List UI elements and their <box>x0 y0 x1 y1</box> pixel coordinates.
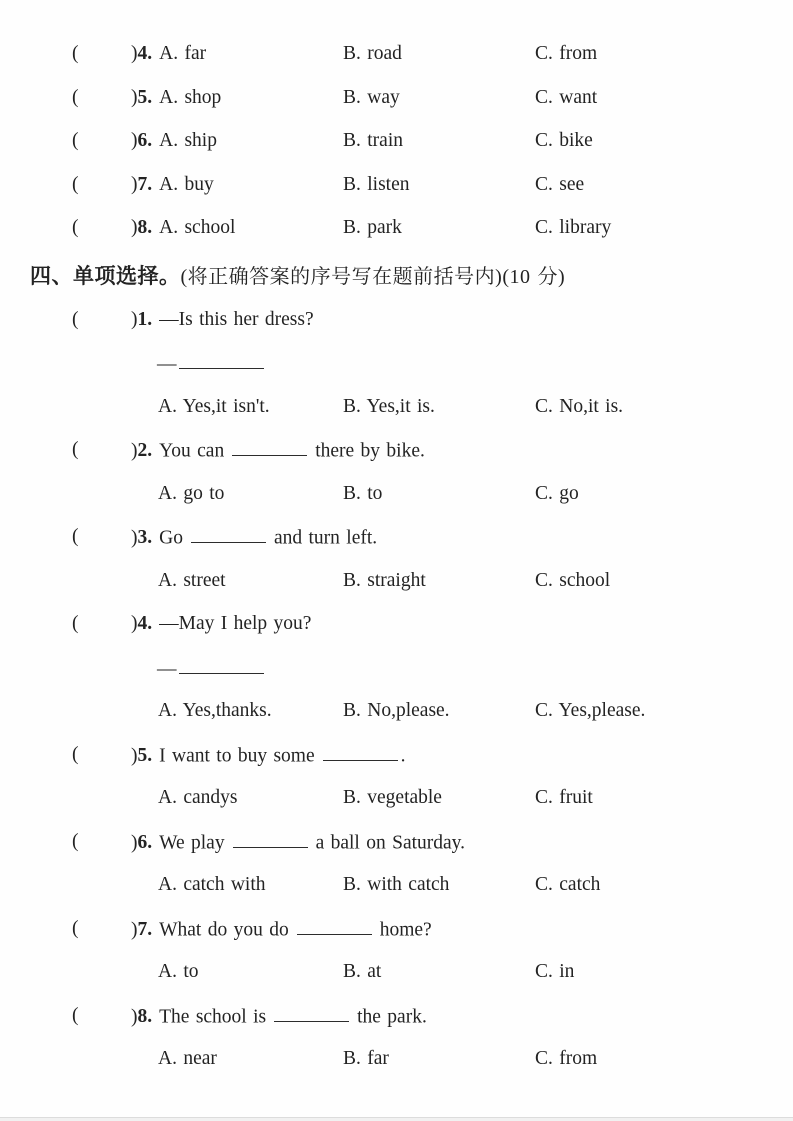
option-a: A. shop <box>159 86 222 108</box>
answer-bracket-close: ) <box>131 308 138 330</box>
option-b: B. listen <box>343 173 410 195</box>
answer-bracket-close: ) <box>131 440 138 462</box>
option-a: A. far <box>159 43 207 64</box>
answer-bracket-close: ) <box>131 527 138 549</box>
option-a: A. school <box>159 217 236 238</box>
answer-bracket-close: ) <box>131 918 138 940</box>
answer-bracket-open: ( <box>72 743 79 765</box>
answer-bracket-open: ( <box>72 830 79 852</box>
question-number: 8. <box>137 217 153 238</box>
option-a: A. Yes,thanks. <box>158 700 272 721</box>
option-c: C. from <box>535 1048 598 1069</box>
answer-blank <box>232 436 307 456</box>
question-stem: Go <box>159 527 183 549</box>
answer-blank <box>274 1002 349 1022</box>
word-choice-item <box>131 214 235 242</box>
option-a: A. near <box>158 1048 217 1069</box>
question-1-options <box>0 393 793 437</box>
question-number: 6. <box>137 130 153 151</box>
question-stem: What do you do <box>159 918 289 940</box>
option-b: B. road <box>343 43 402 64</box>
option-c: C. in <box>535 961 575 982</box>
page-scan-bottom-edge <box>0 1117 793 1121</box>
question-number: 7. <box>137 918 153 940</box>
option-c: C. library <box>535 217 612 238</box>
question-3-stem <box>0 523 793 567</box>
answer-bracket-open: ( <box>72 1004 79 1026</box>
question-stem: —May I help you? <box>159 613 312 634</box>
answer-blank <box>191 523 266 543</box>
option-c: C. Yes,please. <box>535 700 646 721</box>
question-stem: You can <box>159 440 225 462</box>
section-title: 四、单项选择。 <box>30 264 181 288</box>
option-a: A. buy <box>159 173 214 195</box>
question-stem: We play <box>159 831 225 853</box>
reply-dash: — <box>157 353 177 375</box>
answer-bracket-close: ) <box>131 831 138 853</box>
question-stem-tail: and turn left. <box>273 527 378 549</box>
option-a: A. to <box>158 961 199 982</box>
word-choice-item <box>131 84 221 112</box>
option-b: B. far <box>343 1048 389 1069</box>
option-b: B. vegetable <box>343 787 442 808</box>
option-a: A. ship <box>159 130 217 151</box>
option-c: C. school <box>535 569 611 591</box>
option-c: C. want <box>535 86 598 108</box>
question-8-options <box>0 1045 793 1089</box>
option-c: C. No,it is. <box>535 395 624 417</box>
answer-bracket-close: ) <box>131 86 138 108</box>
answer-bracket-open: ( <box>72 917 79 939</box>
answer-bracket-close: ) <box>131 43 138 64</box>
question-number: 4. <box>137 43 153 64</box>
question-1-stem <box>0 306 793 350</box>
option-c: C. bike <box>535 130 593 151</box>
option-c: C. catch <box>535 874 601 895</box>
word-choice-item <box>131 127 217 155</box>
question-stem-tail: . <box>400 744 406 766</box>
question-6-stem <box>0 828 793 872</box>
answer-blank <box>179 654 264 674</box>
question-stem-tail: there by bike. <box>315 440 425 462</box>
question-4-options <box>0 697 793 741</box>
word-choice-row-5 <box>0 84 793 128</box>
word-choice-row-7 <box>0 171 793 215</box>
question-7-options <box>0 958 793 1002</box>
question-number: 5. <box>137 86 153 108</box>
option-b: B. straight <box>343 569 426 591</box>
question-7-stem <box>0 915 793 959</box>
answer-bracket-open: ( <box>72 613 79 634</box>
question-8-stem <box>0 1002 793 1046</box>
option-b: B. park <box>343 217 402 238</box>
answer-bracket-open: ( <box>72 173 79 195</box>
word-choice-item <box>131 40 206 68</box>
question-stem: —Is this her dress? <box>159 308 314 330</box>
word-choice-row-4 <box>0 40 793 84</box>
answer-bracket-open: ( <box>72 86 79 108</box>
answer-bracket-close: ) <box>131 744 138 766</box>
answer-bracket-open: ( <box>72 43 79 64</box>
answer-bracket-close: ) <box>131 1005 138 1027</box>
question-stem: The school is <box>159 1005 267 1027</box>
answer-bracket-open: ( <box>72 526 79 547</box>
option-b: B. with catch <box>343 874 450 895</box>
answer-blank <box>297 915 372 935</box>
question-number: 2. <box>137 440 153 462</box>
question-number: 5. <box>137 744 153 766</box>
option-b: B. way <box>343 86 400 108</box>
option-b: B. train <box>343 130 403 151</box>
option-a: A. Yes,it isn't. <box>158 395 270 417</box>
section-instructions: (将正确答案的序号写在题前括号内)(10 分) <box>180 265 566 288</box>
option-a: A. candys <box>158 787 238 808</box>
answer-bracket-open: ( <box>72 439 79 460</box>
answer-bracket-close: ) <box>131 173 138 195</box>
answer-bracket-close: ) <box>131 130 138 151</box>
option-b: B. to <box>343 482 383 504</box>
word-choice-row-6 <box>0 127 793 171</box>
question-5-options <box>0 784 793 828</box>
question-5-stem <box>0 741 793 785</box>
question-stem: I want to buy some <box>159 744 315 766</box>
answer-bracket-open: ( <box>72 130 79 151</box>
option-a: A. go to <box>158 482 225 504</box>
answer-bracket-close: ) <box>131 613 138 634</box>
question-number: 8. <box>137 1005 153 1027</box>
question-6-options <box>0 871 793 915</box>
answer-bracket-open: ( <box>72 217 79 238</box>
option-b: B. at <box>343 961 382 982</box>
word-choice-item <box>131 171 214 199</box>
reply-dash: — <box>157 657 177 679</box>
question-4-stem <box>0 610 793 654</box>
option-c: C. go <box>535 482 579 504</box>
question-number: 7. <box>137 173 153 195</box>
question-number: 4. <box>137 613 153 634</box>
answer-blank <box>179 349 264 369</box>
question-number: 3. <box>137 527 153 549</box>
question-number: 6. <box>137 831 153 853</box>
option-c: C. see <box>535 173 585 195</box>
question-number: 1. <box>137 308 153 330</box>
answer-blank <box>323 741 398 761</box>
option-c: C. fruit <box>535 787 593 808</box>
question-stem-tail: a ball on Saturday. <box>315 831 466 853</box>
answer-blank <box>233 828 308 848</box>
question-1-reply-line <box>0 349 793 393</box>
answer-bracket-open: ( <box>72 308 79 330</box>
question-2-options <box>0 480 793 524</box>
question-4-reply-line <box>0 654 793 698</box>
word-choice-row-8 <box>0 214 793 258</box>
question-3-options <box>0 567 793 611</box>
option-b: B. Yes,it is. <box>343 395 435 417</box>
option-a: A. street <box>158 569 226 591</box>
question-stem-tail: the park. <box>357 1005 427 1027</box>
option-c: C. from <box>535 43 598 64</box>
option-a: A. catch with <box>158 874 266 895</box>
question-2-stem <box>0 436 793 480</box>
section-four-heading <box>0 258 793 306</box>
question-stem-tail: home? <box>379 918 432 940</box>
option-b: B. No,please. <box>343 700 450 721</box>
answer-bracket-close: ) <box>131 217 138 238</box>
